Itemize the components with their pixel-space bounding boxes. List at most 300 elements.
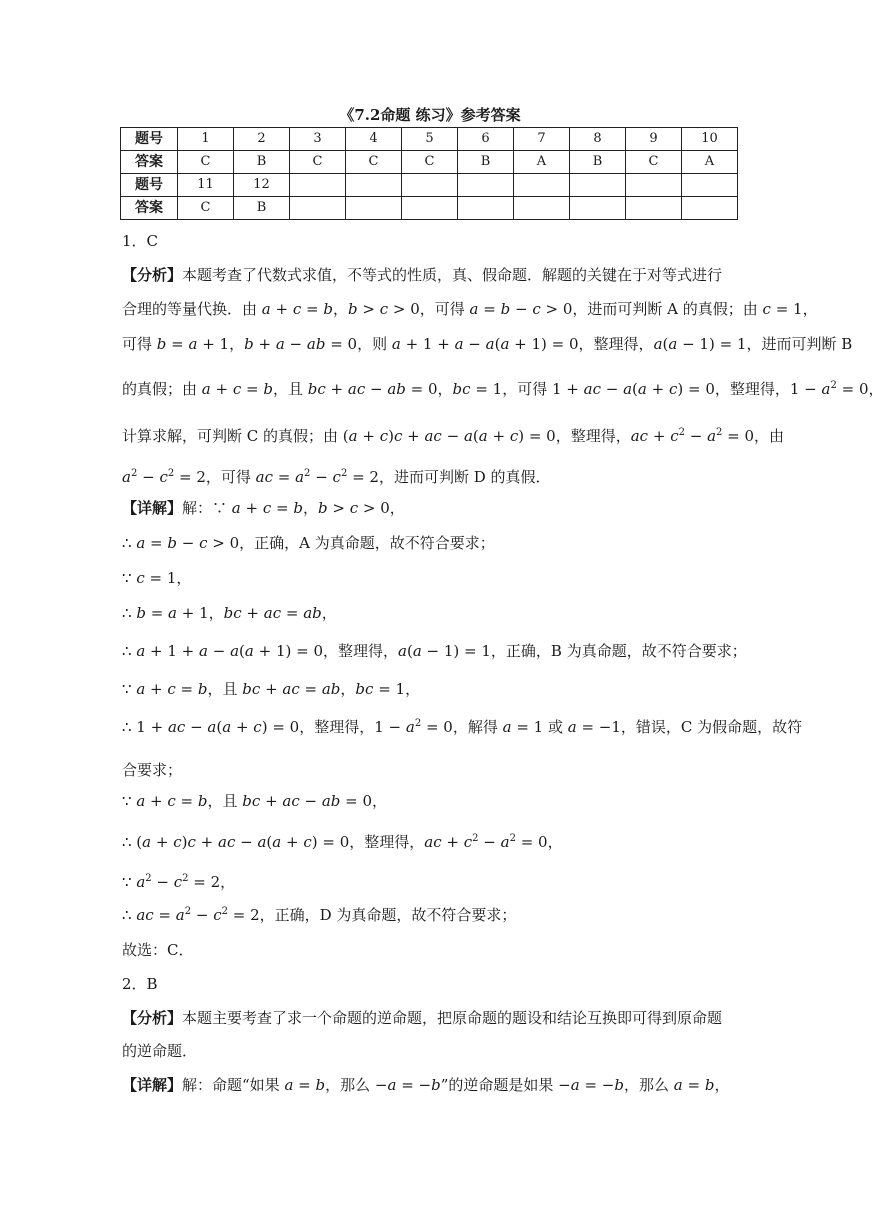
math-variable: c <box>668 380 678 398</box>
math-variable: ac <box>218 833 236 851</box>
text-segment: + <box>402 427 425 445</box>
math-variable: c <box>509 427 519 445</box>
analysis-line <box>122 263 722 287</box>
math-variable: a <box>469 300 479 318</box>
text-segment: ( <box>472 427 479 445</box>
text-segment: > <box>327 499 350 517</box>
text-segment: ， <box>714 1076 730 1094</box>
solution-line <box>122 566 191 590</box>
math-variable: c <box>532 300 541 318</box>
math-variable: c <box>463 833 473 851</box>
analysis-line <box>122 1039 197 1063</box>
text-segment: + <box>281 833 304 851</box>
math-exponent: 2 <box>221 906 228 917</box>
math-variable: a <box>188 335 198 353</box>
math-variable: bc <box>242 792 261 810</box>
table-cell <box>346 174 402 197</box>
math-variable: a <box>348 427 358 445</box>
text-segment: = <box>241 380 264 398</box>
math-variable: ac <box>630 427 649 445</box>
text-segment: 1．C <box>122 232 159 250</box>
table-cell: 7 <box>514 128 570 151</box>
text-segment: = 1 或 <box>511 718 568 736</box>
text-segment: = <box>478 300 501 318</box>
math-variable: a <box>463 427 473 445</box>
text-segment: + <box>240 499 263 517</box>
text-segment: + <box>151 833 174 851</box>
math-variable: c <box>213 906 222 924</box>
math-variable: a <box>478 427 488 445</box>
math-variable: c <box>332 468 341 486</box>
text-segment: + 1， <box>176 604 224 622</box>
text-segment: = <box>271 499 294 517</box>
solution-line <box>122 531 495 555</box>
table-cell: 4 <box>346 128 402 151</box>
text-segment: − <box>299 792 322 810</box>
math-variable: a <box>637 380 647 398</box>
math-variable: c <box>303 833 312 851</box>
math-variable: b <box>431 1076 441 1094</box>
text-segment: = <box>293 1076 316 1094</box>
math-variable: a <box>136 873 146 891</box>
text-segment: + <box>646 380 669 398</box>
text-segment: ”的逆命题是如果 − <box>440 1076 571 1094</box>
math-exponent: 2 <box>145 873 152 884</box>
solution-line <box>122 938 193 962</box>
text-segment: 解：∵ <box>182 499 232 517</box>
math-variable: b <box>293 499 303 517</box>
text-segment: 解：命题“如果 <box>182 1076 285 1094</box>
math-variable: c <box>173 873 183 891</box>
text-segment: ) = 0，整理得， <box>518 427 631 445</box>
text-segment: − <box>137 468 160 486</box>
math-variable: c <box>349 499 359 517</box>
math-variable: a <box>261 300 271 318</box>
text-segment: ，且 <box>207 792 243 810</box>
math-exponent: 2 <box>472 833 479 844</box>
text-segment: = 1，可得 1 + <box>470 380 584 398</box>
math-variable: c <box>262 499 272 517</box>
text-segment: + <box>260 680 283 698</box>
math-variable: c <box>379 300 389 318</box>
math-variable: a <box>653 335 663 353</box>
text-segment: ∴ ( <box>122 833 143 851</box>
math-variable: a <box>175 906 185 924</box>
text-segment: 本题考查了代数式求值，不等式的性质，真、假命题．解题的关键在于对等式进行 <box>182 266 723 284</box>
table-cell <box>682 174 738 197</box>
analysis-line <box>122 332 852 356</box>
text-segment: ∵ <box>122 792 137 810</box>
text-segment: = <box>272 468 296 486</box>
table-row <box>121 128 738 151</box>
math-variable: b <box>156 335 167 353</box>
text-segment: > 0，正确，A 为真命题，故不符合要求； <box>207 534 495 552</box>
math-variable: a <box>821 380 831 398</box>
math-variable: a <box>199 642 208 660</box>
text-segment: + <box>260 792 283 810</box>
math-variable: a <box>567 718 577 736</box>
text-segment: + 1 + <box>400 335 455 353</box>
math-variable: a <box>207 718 217 736</box>
math-variable: a <box>142 833 152 851</box>
text-segment: = 1， <box>770 300 818 318</box>
math-exponent: 2 <box>716 427 723 438</box>
solution-line <box>122 715 802 739</box>
table-cell <box>458 174 514 197</box>
text-segment: ( <box>494 335 501 353</box>
text-segment: = 0， <box>405 380 453 398</box>
text-segment: + <box>231 718 254 736</box>
text-segment: + <box>648 427 671 445</box>
text-segment: ) <box>388 427 394 445</box>
row-label-question: 题号 <box>121 128 178 151</box>
math-variable: c <box>167 680 176 698</box>
math-exponent: 2 <box>130 468 138 479</box>
analysis-line <box>122 1006 722 1030</box>
page-title: 《7.2命题 练习》参考答案 <box>339 106 521 124</box>
answer-heading-1 <box>122 229 158 253</box>
math-exponent: 2 <box>678 427 685 438</box>
text-segment: − <box>185 718 208 736</box>
math-variable: ac <box>282 680 300 698</box>
text-segment: + <box>241 604 264 622</box>
math-variable: a <box>272 833 282 851</box>
table-cell: 9 <box>626 128 682 151</box>
text-segment: > 0， <box>358 499 405 517</box>
math-variable: a <box>485 335 495 353</box>
math-variable: ab <box>321 680 341 698</box>
math-exponent: 2 <box>509 833 516 844</box>
math-variable: b <box>318 499 328 517</box>
text-segment: − <box>235 833 258 851</box>
math-variable: a <box>405 718 415 736</box>
solution-line <box>122 903 516 927</box>
math-exponent: 2 <box>184 906 192 917</box>
math-variable: bc <box>452 380 471 398</box>
text-segment: = <box>145 604 169 622</box>
math-exponent: 2 <box>182 873 189 884</box>
table-cell: C <box>290 151 346 174</box>
text-segment: > <box>357 300 380 318</box>
text-segment: ，那么 − <box>325 1076 388 1094</box>
text-segment: ( <box>406 642 413 660</box>
text-segment: + <box>270 300 293 318</box>
solution-line <box>122 496 405 520</box>
table-cell: 3 <box>290 128 346 151</box>
table-cell: B <box>234 151 290 174</box>
math-variable: a <box>122 468 131 486</box>
math-variable: a <box>230 642 240 660</box>
math-variable: bc <box>223 604 242 622</box>
text-segment: 本题主要考查了求一个命题的逆命题，把原命题的题设和结论互换即可得到原命题 <box>182 1009 723 1027</box>
table-cell <box>458 197 514 220</box>
text-segment: ， <box>302 499 318 517</box>
text-segment: = <box>153 906 176 924</box>
text-segment: 计算求解，可判断 C 的真假；由 ( <box>122 427 349 445</box>
text-segment: − <box>207 642 231 660</box>
math-variable: bc <box>355 680 374 698</box>
math-variable: c <box>393 427 403 445</box>
table-cell <box>682 197 738 220</box>
analysis-line <box>122 377 884 401</box>
math-variable: c <box>762 300 771 318</box>
table-cell: C <box>402 151 458 174</box>
text-segment: 可得 <box>122 335 157 353</box>
math-variable: ab <box>306 335 326 353</box>
text-segment: ( <box>632 380 638 398</box>
text-segment: ∴ <box>122 534 137 552</box>
math-variable: a <box>454 335 464 353</box>
math-variable: b <box>315 1076 326 1094</box>
text-segment: ) <box>181 833 188 851</box>
math-variable: a <box>136 680 146 698</box>
text-segment: + <box>357 427 380 445</box>
table-cell <box>402 197 458 220</box>
text-segment: − <box>478 833 501 851</box>
analysis-line <box>122 465 551 489</box>
math-variable: c <box>187 833 196 851</box>
text-segment: 2．B <box>122 975 158 993</box>
text-segment: 【分析】 <box>122 266 183 284</box>
math-exponent: 2 <box>304 468 311 479</box>
math-variable: c <box>232 380 242 398</box>
text-segment: 【分析】 <box>122 1009 183 1027</box>
table-cell <box>626 174 682 197</box>
math-variable: a <box>500 335 510 353</box>
text-segment: = 0，由 <box>722 427 785 445</box>
math-variable: c <box>379 427 389 445</box>
text-segment: = <box>175 680 198 698</box>
math-variable: a <box>201 380 211 398</box>
text-segment: ， <box>332 300 348 318</box>
text-segment: > 0，可得 <box>388 300 470 318</box>
table-cell: B <box>458 151 514 174</box>
math-variable: a <box>623 380 633 398</box>
math-variable: a <box>500 833 510 851</box>
text-segment: + 1) = 0，整理得， <box>253 642 399 660</box>
math-variable: b <box>244 335 254 353</box>
text-segment: ) = 0，整理得， <box>311 833 425 851</box>
table-cell: 10 <box>682 128 738 151</box>
math-variable: c <box>199 534 208 552</box>
math-variable: b <box>614 1076 624 1094</box>
math-variable: a <box>412 642 422 660</box>
table-cell: B <box>234 197 290 220</box>
text-segment: = <box>299 680 322 698</box>
math-variable: c <box>292 300 302 318</box>
text-segment: 合理的等量代换．由 <box>122 300 262 318</box>
text-segment: − 1) = 1，进而可判断 B <box>677 335 853 353</box>
text-segment: ， <box>340 680 356 698</box>
text-segment: − <box>365 380 388 398</box>
math-variable: ac <box>263 604 282 622</box>
text-segment: 的真假；由 <box>122 380 202 398</box>
text-segment: ( <box>239 642 245 660</box>
text-segment: 合要求； <box>122 761 183 779</box>
text-segment: = 0， <box>340 792 388 810</box>
math-variable: a <box>244 642 254 660</box>
text-segment: − <box>284 335 307 353</box>
text-segment: − <box>310 468 333 486</box>
solution-line <box>122 601 337 625</box>
text-segment: = 2， <box>188 873 236 891</box>
text-segment: 【详解】 <box>122 1076 183 1094</box>
math-variable: ac <box>282 792 300 810</box>
text-segment: − <box>151 873 174 891</box>
table-cell: C <box>346 151 402 174</box>
table-cell: 5 <box>402 128 458 151</box>
table-row <box>121 174 738 197</box>
math-variable: ac <box>347 380 366 398</box>
text-segment: 的逆命题． <box>122 1042 198 1060</box>
text-segment: = − <box>396 1076 432 1094</box>
math-variable: ac <box>424 833 442 851</box>
text-segment: = 2，正确，D 为真命题，故不符合要求； <box>227 906 517 924</box>
text-segment: + <box>210 380 233 398</box>
math-variable: ab <box>303 604 322 622</box>
text-segment: + <box>325 380 348 398</box>
text-segment: = − <box>579 1076 615 1094</box>
math-variable: a <box>168 604 177 622</box>
text-segment: > 0，进而可判断 A 的真假；由 <box>540 300 763 318</box>
math-variable: a <box>257 833 267 851</box>
text-segment: − 1) = 1，正确，B 为真命题，故不符合要求； <box>421 642 747 660</box>
text-segment: − <box>176 534 200 552</box>
table-cell <box>346 197 402 220</box>
text-segment: − <box>510 300 533 318</box>
math-variable: b <box>197 792 208 810</box>
text-segment: + <box>145 680 168 698</box>
solution-line <box>122 758 182 782</box>
text-segment: + <box>253 335 276 353</box>
text-segment: ∴ <box>122 906 137 924</box>
analysis-line <box>122 297 818 321</box>
math-variable: c <box>136 569 145 587</box>
table-row <box>121 197 738 220</box>
table-cell <box>514 197 570 220</box>
solution-line <box>122 870 235 894</box>
text-segment: + 1， <box>197 335 245 353</box>
table-cell <box>570 197 626 220</box>
math-variable: c <box>670 427 679 445</box>
math-variable: a <box>136 792 146 810</box>
table-cell: 1 <box>178 128 234 151</box>
text-segment: ( <box>216 718 223 736</box>
math-variable: c <box>167 792 176 810</box>
text-segment: ) = 0，整理得，1 − <box>261 718 406 736</box>
text-segment: + 1) = 0，整理得， <box>509 335 654 353</box>
math-variable: a <box>222 718 232 736</box>
math-exponent: 2 <box>340 468 348 479</box>
text-segment: + <box>195 833 219 851</box>
math-variable: b <box>263 380 273 398</box>
table-cell: C <box>178 197 234 220</box>
math-variable: ab <box>321 792 341 810</box>
text-segment: = 0， <box>836 380 884 398</box>
analysis-line <box>122 424 784 448</box>
math-variable: bc <box>307 380 326 398</box>
table-cell: A <box>514 151 570 174</box>
math-variable: a <box>668 335 678 353</box>
text-segment: ( <box>266 833 273 851</box>
math-variable: ac <box>583 380 601 398</box>
table-row <box>121 151 738 174</box>
math-variable: ac <box>255 468 273 486</box>
math-variable: a <box>502 718 512 736</box>
table-cell: 12 <box>234 174 290 197</box>
math-variable: bc <box>242 680 261 698</box>
math-variable: ac <box>136 906 154 924</box>
table-cell: A <box>682 151 738 174</box>
text-segment: = 0，则 <box>325 335 392 353</box>
table-cell <box>402 174 458 197</box>
math-variable: b <box>197 680 208 698</box>
math-variable: c <box>159 468 168 486</box>
math-variable: a <box>673 1076 683 1094</box>
table-cell: 11 <box>178 174 234 197</box>
table-cell: 8 <box>570 128 626 151</box>
text-segment: = <box>682 1076 705 1094</box>
text-segment: ) = 0，整理得，1 − <box>677 380 822 398</box>
text-segment: + <box>441 833 464 851</box>
table-cell <box>570 174 626 197</box>
answer-heading-2 <box>122 972 158 996</box>
table-cell: B <box>570 151 626 174</box>
text-segment: ∵ <box>122 873 137 891</box>
table-cell <box>514 174 570 197</box>
table-cell: C <box>178 151 234 174</box>
row-label-answer: 答案 <box>121 197 178 220</box>
row-label-question: 题号 <box>121 174 178 197</box>
math-variable: c <box>253 718 262 736</box>
math-variable: a <box>391 335 401 353</box>
text-segment: = <box>145 534 168 552</box>
table-cell: 6 <box>458 128 514 151</box>
math-variable: a <box>136 642 146 660</box>
text-segment: ( <box>662 335 669 353</box>
text-segment: = 0，解得 <box>421 718 503 736</box>
text-segment: ，且 <box>207 680 243 698</box>
math-variable: b <box>500 300 511 318</box>
text-segment: + <box>487 427 510 445</box>
math-variable: b <box>704 1076 715 1094</box>
math-variable: a <box>570 1076 580 1094</box>
table-cell <box>290 174 346 197</box>
math-variable: a <box>387 1076 397 1094</box>
math-variable: a <box>275 335 285 353</box>
text-segment: = −1，错误，C 为假命题，故符 <box>576 718 803 736</box>
math-variable: ac <box>424 427 442 445</box>
math-variable: ab <box>387 380 406 398</box>
text-segment: = <box>166 335 189 353</box>
math-exponent: 2 <box>167 468 175 479</box>
text-segment: = <box>301 300 324 318</box>
text-segment: − <box>600 380 624 398</box>
math-variable: a <box>707 427 717 445</box>
text-segment: ， <box>321 604 337 622</box>
text-segment: ∵ <box>122 569 137 587</box>
text-segment: 【详解】 <box>122 499 183 517</box>
text-segment: = 1， <box>144 569 192 587</box>
row-label-answer: 答案 <box>121 151 178 174</box>
solution-line <box>122 677 420 701</box>
math-variable: b <box>323 300 333 318</box>
table-cell: 2 <box>234 128 290 151</box>
math-exponent: 2 <box>830 380 837 391</box>
math-variable: a <box>295 468 305 486</box>
solution-line <box>122 639 747 663</box>
answer-table <box>120 127 738 220</box>
